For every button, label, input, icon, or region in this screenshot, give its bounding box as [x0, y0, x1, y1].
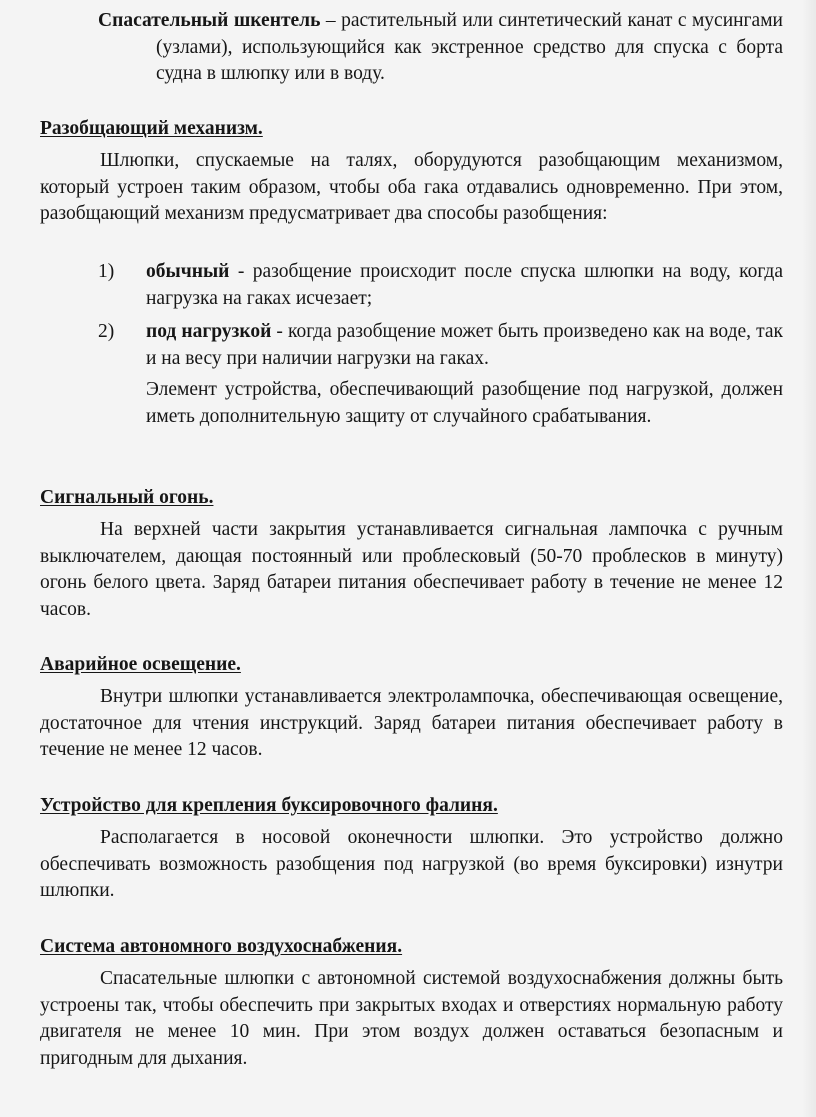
- section-heading-towing-painter: Устройство для крепления буксировочного фалиня.: [40, 795, 498, 816]
- section-paragraph-release-mechanism: Шлюпки, спускаемые на талях, оборудуются разобщающим механизмом, который устроен таким образом, чтобы оба гака отдавались одновременно. При этом, разобщающий механизм предусматривает два способы разобщения:: [40, 150, 783, 224]
- list-item-2-term: под нагрузкой: [146, 321, 272, 342]
- section-heading-release-mechanism: Разобщающий механизм.: [40, 118, 263, 139]
- list-item-2: [146, 319, 783, 372]
- list-number-1: 1): [98, 261, 115, 282]
- list-item-1-term: обычный: [146, 261, 230, 282]
- section-paragraph-emergency-lighting: Внутри шлюпки устанавливается электролампочка, обеспечивающая освещение, достаточное для чтения инструкций. Заряд батареи питания обеспечивает работу в течение не менее 12 часов.: [40, 686, 783, 760]
- section-heading-signal-light: Сигнальный огонь.: [40, 487, 214, 508]
- definition-paragraph: [98, 8, 783, 88]
- list-number-2: 2): [98, 321, 115, 342]
- list-item-2-text: - когда разобщение может быть произведено как на воде, так и на весу при наличии нагрузки на гаках.: [146, 321, 783, 369]
- section-heading-emergency-lighting: Аварийное освещение.: [40, 654, 241, 675]
- section-heading-air-supply: Система автономного воздухоснабжения.: [40, 936, 403, 957]
- scan-edge-shadow: [802, 0, 816, 1117]
- definition-term: Спасательный шкентель: [98, 10, 321, 31]
- section-note-release-mechanism: Элемент устройства, обеспечивающий разобщение под нагрузкой, должен иметь дополнительную защиту от случайного срабатывания.: [146, 379, 783, 427]
- list-item-1: [146, 259, 783, 312]
- definition-text: – растительный или синтетический канат с мусингами (узлами), использующийся как экстренное средство для спуска с борта судна в шлюпку или в воду.: [156, 10, 783, 84]
- list-item-1-text: - разобщение происходит после спуска шлюпки на воду, когда нагрузка на гаках исчезает;: [146, 261, 783, 309]
- section-paragraph-signal-light: На верхней части закрытия устанавливается сигнальная лампочка с ручным выключателем, дающая постоянный или проблесковый (50-70 проблесков в минуту) огонь белого цвета. Заряд батареи питания обеспечивает работу в течение не менее 12 часов.: [40, 519, 783, 620]
- section-paragraph-air-supply: Спасательные шлюпки с автономной системой воздухоснабжения должны быть устроены так, чтобы обеспечить при закрытых входах и отверстиях нормальную работу двигателя не менее 10 мин. При этом воздух должен оставаться безопасным и пригодным для дыхания.: [40, 968, 783, 1069]
- section-paragraph-towing-painter: Располагается в носовой оконечности шлюпки. Это устройство должно обеспечивать возможность разобщения под нагрузкой (во время буксировки) изнутри шлюпки.: [40, 827, 783, 901]
